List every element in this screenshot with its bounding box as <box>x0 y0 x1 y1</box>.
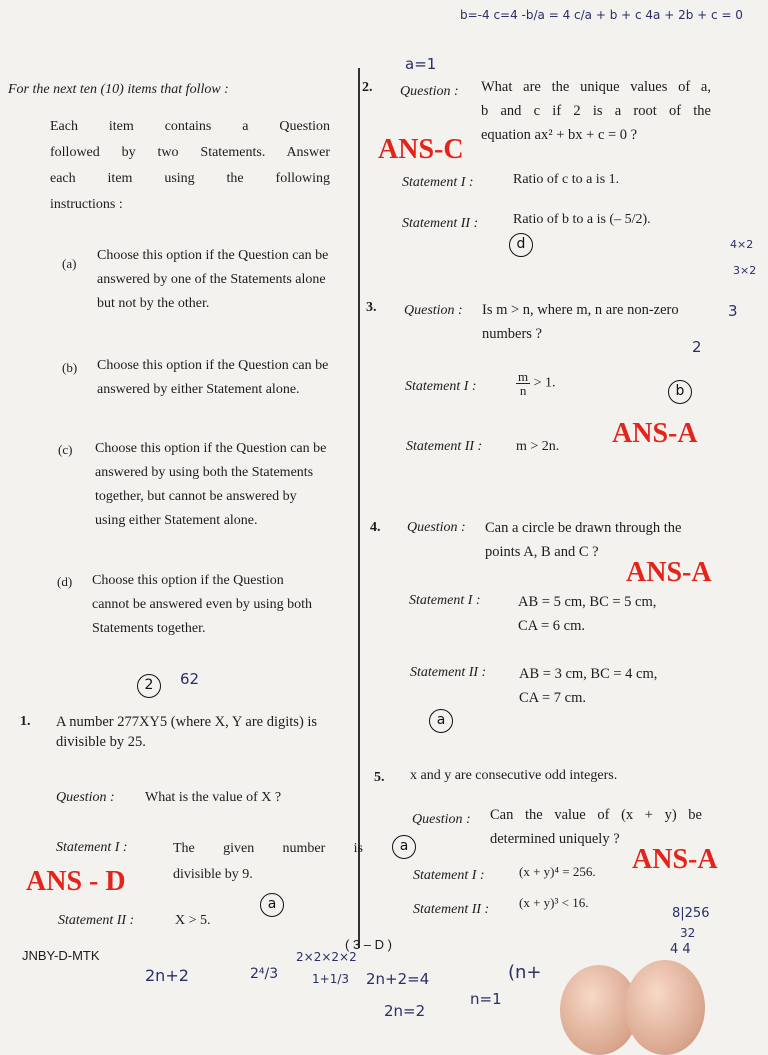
handwritten-product: 2×2×2×2 <box>296 950 357 964</box>
q3-answer: ANS-A <box>612 418 698 449</box>
q4-statement2-text: AB = 3 cm, BC = 4 cm, CA = 7 cm. <box>519 666 658 706</box>
q2-circled-d: d <box>509 233 533 257</box>
q4-question-text: Can a circle be drawn through the points A, B and C ? <box>485 520 682 560</box>
intro-text: For the next ten (10) items that follow : <box>8 82 229 97</box>
q2-answer: ANS-C <box>378 134 464 165</box>
q1-statement2-label: Statement II : <box>58 913 135 928</box>
q5-answer: ANS-A <box>632 844 718 875</box>
q4-number: 4. <box>370 520 381 535</box>
q5-intro: x and y are consecutive odd integers. <box>410 768 618 783</box>
q1-statement2-text: X > 5. <box>175 913 211 928</box>
q1-answer: ANS - D <box>26 866 126 897</box>
handwritten-paren: (n+ <box>508 962 542 983</box>
handwritten-3: 3 <box>728 302 738 320</box>
q5-statement2-text: (x + y)³ < 16. <box>519 895 589 910</box>
q5-circled-a: a <box>392 835 416 859</box>
q5-statement2-label: Statement II : <box>413 902 490 917</box>
option-d-text: Choose this option if the Question cannot be answered even by using both Statements together. <box>92 573 313 636</box>
handwritten-n-eq-1: n=1 <box>470 990 502 1008</box>
handwritten-2: 2 <box>692 338 702 356</box>
q2-statement1-text: Ratio of c to a is 1. <box>513 172 620 187</box>
option-a-text: Choose this option if the Question can be answered by one of the Statements alone but not by the other. <box>97 248 329 311</box>
q5-question-label: Question : <box>412 812 471 827</box>
handwritten-top-notes: b=-4 c=4 -b/a = 4 c/a + b + c 4a + 2b + c = 0 <box>460 8 743 22</box>
q1-statement1-label: Statement I : <box>56 840 128 855</box>
q3-circled-b: b <box>668 380 692 404</box>
handwritten-equation: 2n+2=4 <box>366 970 430 988</box>
q2-number: 2. <box>362 80 373 95</box>
handwritten-32: 32 <box>680 926 696 940</box>
q5-question-text: Can the value of (x + y) be determined uniquely ? <box>490 807 702 847</box>
option-a-letter: (a) <box>62 256 77 271</box>
q3-question-label: Question : <box>404 303 463 318</box>
q3-statement2-label: Statement II : <box>406 439 483 454</box>
q4-statement2-label: Statement II : <box>410 665 487 680</box>
q5-statement1-text: (x + y)⁴ = 256. <box>519 864 596 879</box>
q5-statement1-label: Statement I : <box>413 868 485 883</box>
footer-page: ( 3 – D ) <box>345 937 392 952</box>
option-b-letter: (b) <box>62 360 78 375</box>
q2-question-text: What are the unique values of a, b and c if 2 is a root of the equation ax² + bx + c = 0 ? <box>481 79 711 143</box>
q1-text: A number 277XY5 (where X, Y are digits) is divisible by 25. <box>56 714 318 750</box>
handwritten-2n-eq-2: 2n=2 <box>384 1002 426 1020</box>
handwritten-62: 62 <box>180 670 200 688</box>
q2-question-label: Question : <box>400 84 459 99</box>
q3-question-text: Is m > n, where m, n are non-zero numbers ? <box>482 302 679 342</box>
option-d-letter: (d) <box>57 574 73 589</box>
column-divider <box>358 68 360 948</box>
q4-statement1-text: AB = 5 cm, BC = 5 cm, CA = 6 cm. <box>518 594 657 634</box>
q4-question-label: Question : <box>407 520 466 535</box>
handwritten-3x2: 3×2 <box>733 264 757 277</box>
handwritten-circled-2: 2 <box>137 674 161 698</box>
q4-answer: ANS-A <box>626 557 712 588</box>
footer-code: JNBY-D-MTK <box>22 948 100 963</box>
handwritten-4x2: 4×2 <box>730 238 754 251</box>
q1-question-text: What is the value of X ? <box>145 790 282 805</box>
option-c-text: Choose this option if the Question can be answered by using both the Statements together, but cannot be answered by using either Statement alone. <box>95 441 327 528</box>
q2-statement2-text: Ratio of b to a is (– 5/2). <box>513 212 651 227</box>
handwritten-2n-plus-2: 2n+2 <box>145 966 189 985</box>
option-c-letter: (c) <box>58 442 73 457</box>
q5-number: 5. <box>374 770 385 785</box>
handwritten-sum: 1+1/3 <box>312 972 350 986</box>
handwritten-power: 2⁴/3 <box>250 966 279 982</box>
q1-circled-a: a <box>260 893 284 917</box>
q4-circled-a: a <box>429 709 453 733</box>
q2-statement2-label: Statement II : <box>402 216 479 231</box>
instructions: Each item contains a Question followed by two Statements. Answer each item using the following instructions : <box>50 119 330 212</box>
handwritten-4-4: 4 4 <box>670 942 691 957</box>
q3-statement1-label: Statement I : <box>405 379 477 394</box>
option-b-text: Choose this option if the Question can be answered by either Statement alone. <box>97 358 329 397</box>
q1-number: 1. <box>20 714 31 729</box>
q4-statement1-label: Statement I : <box>409 593 481 608</box>
q3-number: 3. <box>366 300 377 315</box>
handwritten-division: 8|256 <box>672 906 710 921</box>
q1-statement1-text: The given number is divisible by 9. <box>173 841 363 882</box>
q1-question-label: Question : <box>56 790 115 805</box>
q3-statement1-text: $\frac{m}{n}$ > 1. <box>518 369 556 398</box>
handwritten-a-equals-1: a=1 <box>405 55 437 73</box>
finger-right <box>625 960 705 1055</box>
q2-statement1-label: Statement I : <box>402 175 474 190</box>
q3-statement2-text: m > 2n. <box>516 439 560 454</box>
